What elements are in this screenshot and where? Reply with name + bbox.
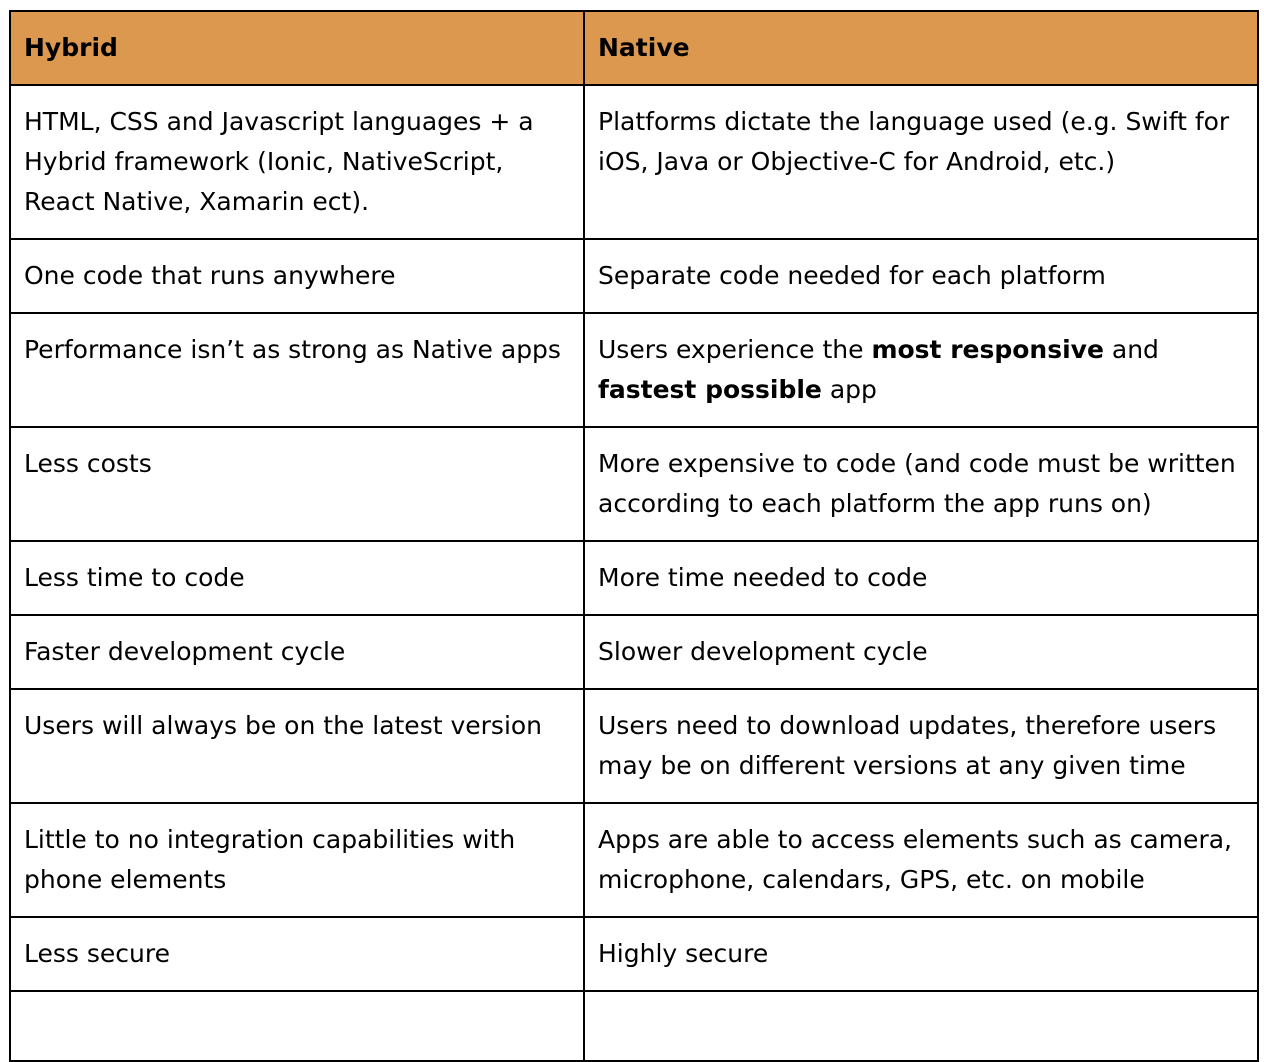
table-row [10, 803, 1258, 917]
cell-native: Platforms dictate the language used (e.g. Swift for iOS, Java or Objective-C for Android, etc.) [584, 85, 1258, 239]
header-native: Native [584, 11, 1258, 85]
cell-native-text: Users experience the [598, 335, 872, 364]
cell-hybrid-empty [10, 991, 584, 1061]
cell-native: Apps are able to access elements such as camera, microphone, calendars, GPS, etc. on mobile [584, 803, 1258, 917]
cell-hybrid: Less secure [10, 917, 584, 991]
cell-hybrid: Less time to code [10, 541, 584, 615]
cell-native-bold-text: most responsive [871, 335, 1104, 364]
table-row [10, 615, 1258, 689]
table-row-partial [10, 991, 1258, 1061]
hybrid-vs-native-table [9, 10, 1259, 1062]
cell-hybrid: One code that runs anywhere [10, 239, 584, 313]
cell-hybrid: Users will always be on the latest version [10, 689, 584, 803]
table-row [10, 689, 1258, 803]
table-row [10, 917, 1258, 991]
table-header-row [10, 11, 1258, 85]
table-row [10, 85, 1258, 239]
table-row [10, 313, 1258, 427]
cell-native: More time needed to code [584, 541, 1258, 615]
cell-native-empty [584, 991, 1258, 1061]
cell-native: Slower development cycle [584, 615, 1258, 689]
cell-native [584, 313, 1258, 427]
cell-native: Users need to download updates, therefore users may be on different versions at any given time [584, 689, 1258, 803]
cell-native-text: and [1103, 335, 1159, 364]
table-row [10, 541, 1258, 615]
cell-hybrid: Performance isn’t as strong as Native apps [10, 313, 584, 427]
table-row [10, 239, 1258, 313]
header-hybrid: Hybrid [10, 11, 584, 85]
cell-hybrid: Faster development cycle [10, 615, 584, 689]
cell-native: Separate code needed for each platform [584, 239, 1258, 313]
cell-hybrid: HTML, CSS and Javascript languages + a Hybrid framework (Ionic, NativeScript, React Native, Xamarin ect). [10, 85, 584, 239]
cell-native: More expensive to code (and code must be written according to each platform the app runs on) [584, 427, 1258, 541]
table-row [10, 427, 1258, 541]
cell-native: Highly secure [584, 917, 1258, 991]
cell-native-text: app [821, 375, 877, 404]
comparison-table-container [9, 10, 1257, 1062]
cell-hybrid: Less costs [10, 427, 584, 541]
cell-hybrid: Little to no integration capabilities with phone elements [10, 803, 584, 917]
cell-native-bold-text: fastest possible [598, 375, 822, 404]
